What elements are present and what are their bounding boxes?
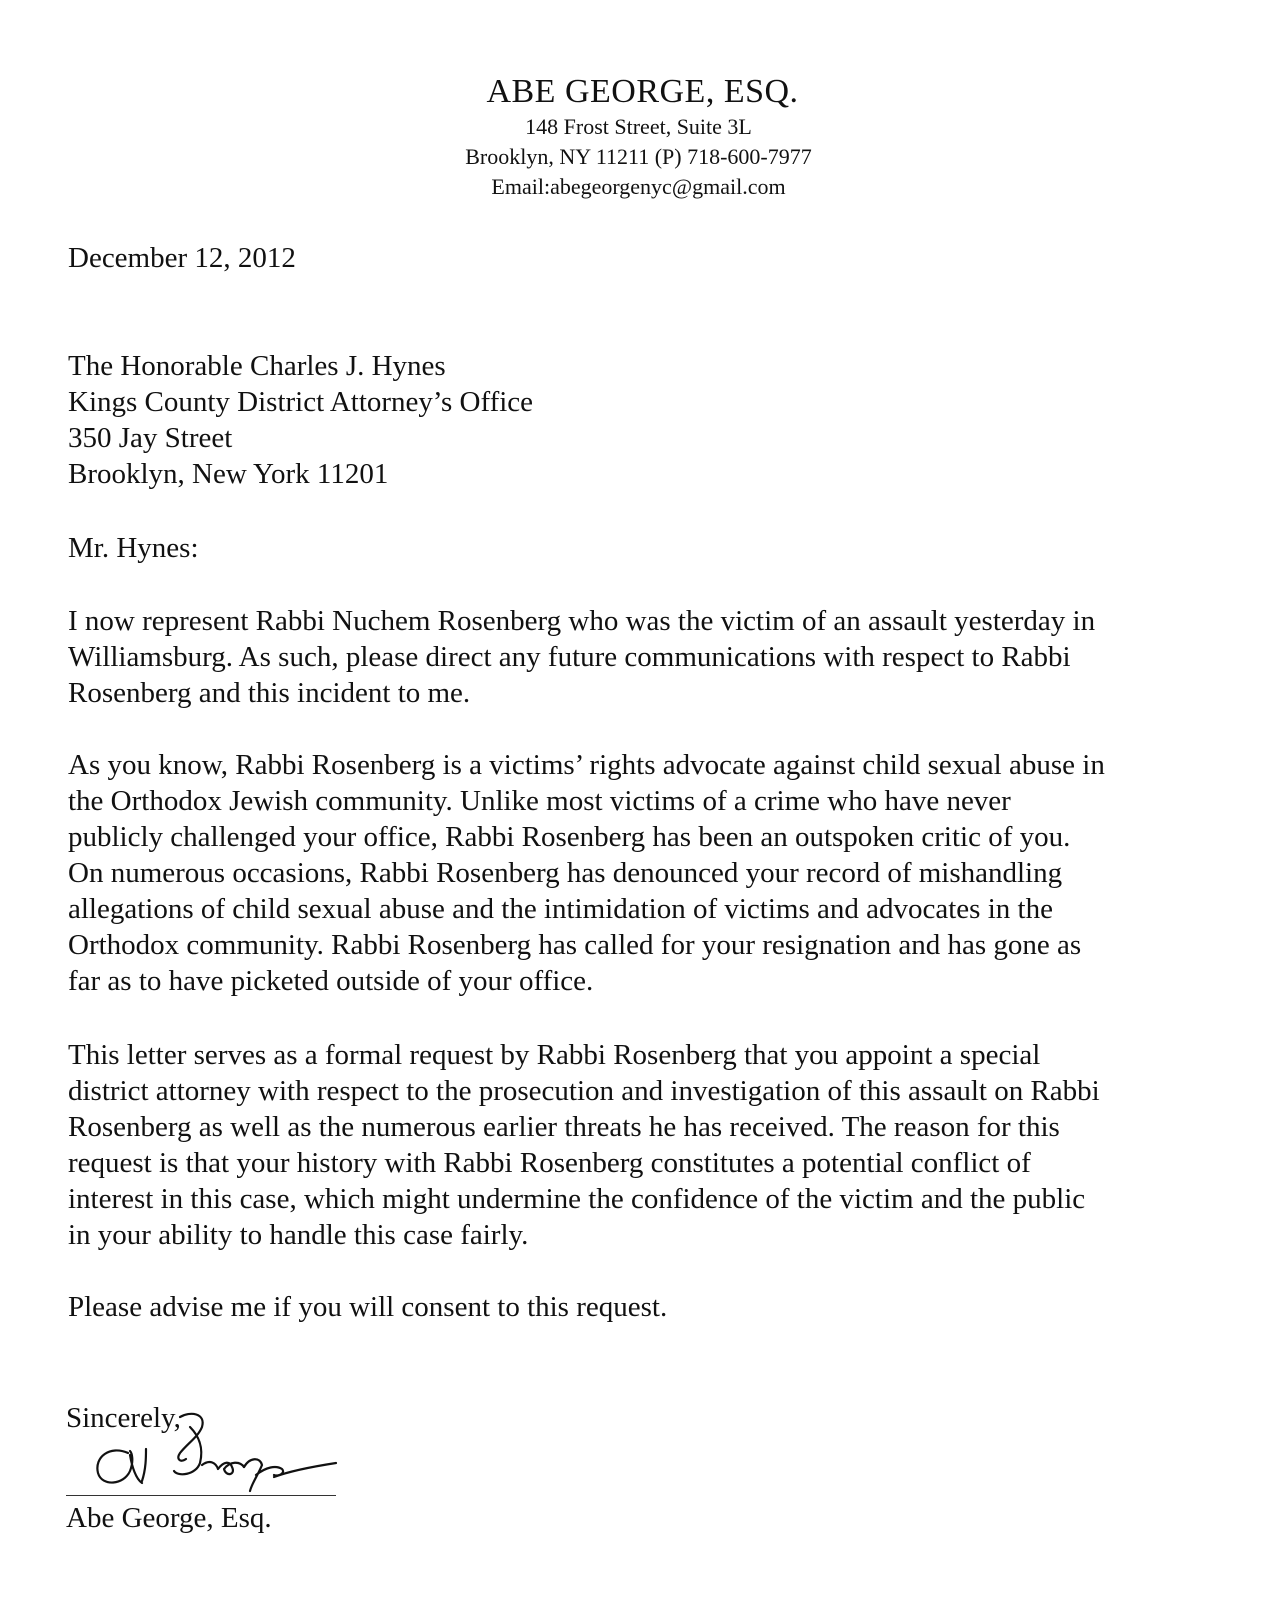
paragraph-line: publicly challenged your office, Rabbi Rosenberg has been an outspoken critic of you. <box>68 821 1071 853</box>
paragraph-line: On numerous occasions, Rabbi Rosenberg has denounced your record of mishandling <box>68 857 1063 889</box>
recipient-office: Kings County District Attorney’s Office <box>68 386 534 418</box>
paragraph-line: far as to have picketed outside of your office. <box>68 965 594 997</box>
letterhead <box>0 72 1277 202</box>
recipient-city: Brooklyn, New York 11201 <box>68 458 389 490</box>
paragraph-line: Williamsburg. As such, please direct any future communications with respect to Rabbi <box>68 641 1071 673</box>
recipient-street: 350 Jay Street <box>68 422 233 454</box>
paragraph-line: interest in this case, which might undermine the confidence of the victim and the public <box>68 1183 1086 1215</box>
signature-line <box>66 1495 336 1496</box>
paragraph-line: Rosenberg and this incident to me. <box>68 677 471 709</box>
paragraph-line: Rosenberg as well as the numerous earlier threats he has received. The reason for this <box>68 1111 1060 1143</box>
paragraph-line: As you know, Rabbi Rosenberg is a victims’ rights advocate against child sexual abuse in <box>68 749 1105 781</box>
paragraph-line: in your ability to handle this case fairly. <box>68 1219 529 1251</box>
paragraph-4 <box>68 1289 1218 1325</box>
salutation: Mr. Hynes: <box>68 532 199 564</box>
paragraph-line: allegations of child sexual abuse and the intimidation of victims and advocates in the <box>68 893 1053 925</box>
paragraph-line: I now represent Rabbi Nuchem Rosenberg who was the victim of an assault yesterday in <box>68 605 1096 637</box>
letterhead-name: ABE GEORGE, ESQ. <box>486 73 799 110</box>
paragraph-line: district attorney with respect to the prosecution and investigation of this assault on Rabbi <box>68 1075 1100 1107</box>
paragraph-2 <box>68 747 1218 999</box>
signature-icon <box>80 1405 340 1495</box>
paragraph-line: request is that your history with Rabbi Rosenberg constitutes a potential conflict of <box>68 1147 1031 1179</box>
paragraph-line: Orthodox community. Rabbi Rosenberg has called for your resignation and has gone as <box>68 929 1082 961</box>
letterhead-email: Email:abegeorgenyc@gmail.com <box>491 174 786 199</box>
recipient-name: The Honorable Charles J. Hynes <box>68 350 446 382</box>
valediction: Sincerely, <box>66 1402 181 1434</box>
letter-date: December 12, 2012 <box>68 242 296 274</box>
signer-name: Abe George, Esq. <box>66 1502 272 1534</box>
letterhead-address-line1: 148 Frost Street, Suite 3L <box>525 114 752 139</box>
paragraph-1 <box>68 603 1218 711</box>
recipient-block <box>68 348 1218 492</box>
paragraph-line: Please advise me if you will consent to this request. <box>68 1291 668 1323</box>
paragraph-3 <box>68 1037 1218 1253</box>
paragraph-line: This letter serves as a formal request by Rabbi Rosenberg that you appoint a special <box>68 1039 1041 1071</box>
paragraph-line: the Orthodox Jewish community. Unlike most victims of a crime who have never <box>68 785 1011 817</box>
letterhead-address-line2: Brooklyn, NY 11211 (P) 718-600-7977 <box>465 144 812 169</box>
